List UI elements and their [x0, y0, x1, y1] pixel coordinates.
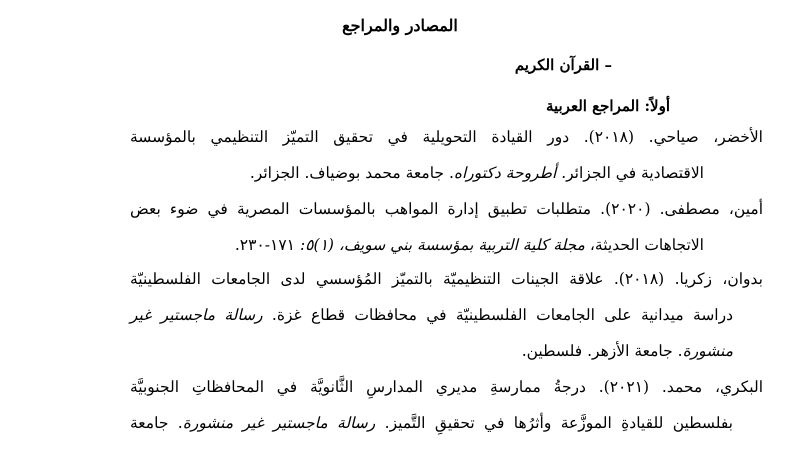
reference-4-line-1: البكري، محمد. (٢٠٢١). درجةُ ممارسةِ مديري المدارسِ الثَّانويَّة في المحافظاتِ الجنوبيَّة [130, 378, 763, 396]
reference-2-line-2: الاتجاهات الحديثة، مجلة كلية التربية بمؤسسة بني سويف، (١)٥: ١٧١-٢٣٠. [234, 236, 704, 254]
reference-3-line-2: دراسة ميدانية على الجامعات الفلسطينيّة في محافظات قطاع غزة. رسالة ماجستير غير [130, 306, 733, 324]
reference-1-line-1: الأخضر، صياحي. (٢٠١٨). دور القيادة التحويلية في تحقيق التميّز التنظيمي بالمؤسسة [130, 128, 763, 146]
quran-entry: – القرآن الكريم [514, 56, 612, 74]
reference-3-line-1: بدوان، زكريا. (٢٠١٨). علاقة الجينات التنظيميّة بالتميّز المُؤسسي لدى الجامعات الفلسطينيّة [130, 270, 763, 288]
section-heading: أولاً: المراجع العربية [545, 97, 670, 115]
reference-2-line-1: أمين، مصطفى. (٢٠٢٠). متطلبات تطبيق إدارة المواهب بالمؤسسات المصرية في ضوء بعض [130, 200, 763, 218]
page-title: المصادر والمراجع [342, 16, 458, 35]
reference-1-line-2: الاقتصادية في الجزائر. أطروحة دكتوراه. جامعة محمد بوضياف. الجزائر. [249, 164, 704, 182]
reference-4-line-2: بفلسطين للقيادةِ الموزَّعة وأثرُها في تحقيقِ التَّميز. رسالة ماجستير غير منشورة. جامعة [130, 414, 733, 432]
reference-3-line-3: منشورة. جامعة الأزهر. فلسطين. [521, 342, 733, 360]
